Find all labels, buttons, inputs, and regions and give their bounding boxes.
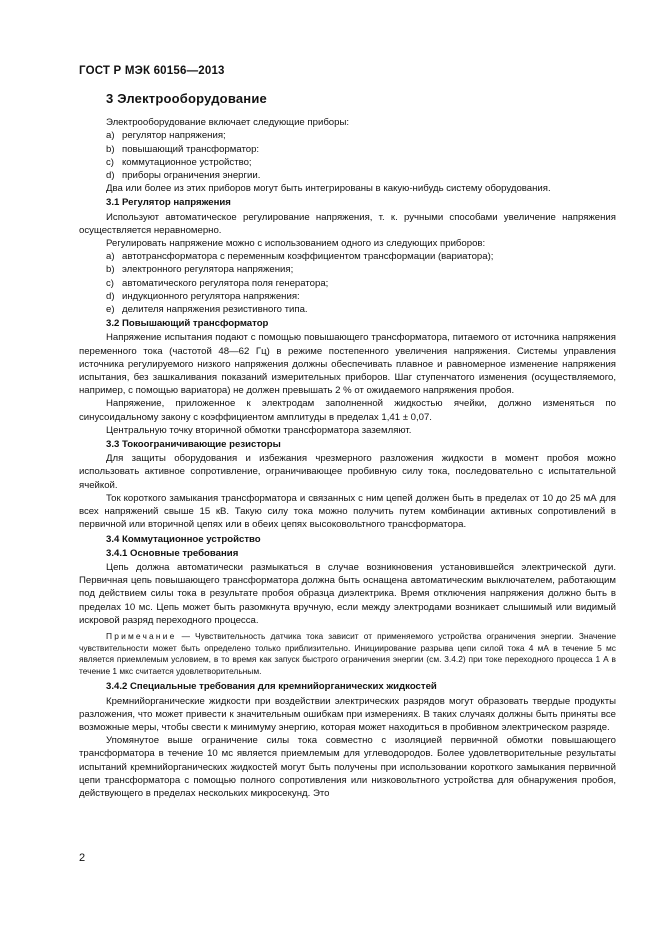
note-label: Примечание bbox=[106, 630, 177, 641]
paragraph: Центральную точку вторичной обмотки трансформатора заземляют. bbox=[106, 424, 412, 436]
list-item bbox=[106, 169, 616, 182]
list-text: автоматического регулятора поля генератора; bbox=[122, 277, 329, 289]
list-marker: a) bbox=[106, 251, 115, 263]
list-text: автотрансформатора с переменным коэффициентом трансформации (вариатора); bbox=[122, 251, 494, 263]
document-header: ГОСТ Р МЭК 60156—2013 bbox=[79, 65, 225, 77]
list-item bbox=[106, 250, 616, 263]
list-item bbox=[106, 156, 616, 169]
list-marker: d) bbox=[106, 290, 115, 302]
list-item bbox=[106, 263, 616, 276]
section-3-4-2-title: 3.4.2 Специальные требования для кремнийорганических жидкостей bbox=[106, 681, 437, 693]
paragraph: Кремнийорганические жидкости при воздействии электрических разрядов могут образовать твердые продукты разложения, что может привести к значительным ошибкам при измерениях. В таких случаях должны быть приняты все возможные меры, чтобы свести к минимуму энергию, которая может находиться в пробивном электрическом разряде. bbox=[79, 695, 616, 733]
list-text: делителя напряжения резистивного типа. bbox=[122, 304, 308, 316]
list-marker: c) bbox=[106, 277, 114, 289]
section-3-4-1-title: 3.4.1 Основные требования bbox=[106, 547, 239, 559]
list-marker: a) bbox=[106, 130, 115, 142]
section-3-3-title: 3.3 Токоограничивающие резисторы bbox=[106, 439, 281, 451]
section-3-title: 3 Электрооборудование bbox=[106, 91, 267, 106]
list-text: регулятор напряжения; bbox=[122, 130, 226, 142]
note bbox=[79, 631, 616, 677]
list-marker: c) bbox=[106, 156, 114, 168]
list-marker: d) bbox=[106, 170, 115, 182]
list-text: индукционного регулятора напряжения: bbox=[122, 290, 300, 302]
list-item bbox=[106, 290, 616, 303]
list-item bbox=[106, 143, 616, 156]
section-3-outro: Два или более из этих приборов могут быть интегрированы в какую-нибудь систему оборудования. bbox=[106, 183, 551, 195]
list-marker: e) bbox=[106, 304, 115, 316]
paragraph: Упомянутое выше ограничение силы тока совместно с изоляцией первичной обмотки повышающего трансформатора в течение 10 мс является приемлемым для углеводородов. Более удовлетворительные результаты испытаний кремнийорганических жидкостей могут быть получены при использовании короткого замыкания первичной цепи трансформатора с помощью полного сопротивления или низковольтного устройства для обнаружения пробоя, действующего в пределах нескольких микросекунд. Это bbox=[79, 735, 616, 799]
list-text: приборы ограничения энергии. bbox=[122, 170, 261, 182]
list-marker: b) bbox=[106, 143, 115, 155]
document-body bbox=[79, 92, 616, 800]
section-3-1-title: 3.1 Регулятор напряжения bbox=[106, 197, 231, 209]
section-3-4-title: 3.4 Коммутационное устройство bbox=[106, 533, 261, 545]
list-text: электронного регулятора напряжения; bbox=[122, 264, 294, 276]
list-item bbox=[106, 129, 616, 142]
paragraph: Напряжение испытания подают с помощью повышающего трансформатора, питаемого от источника напряжения переменного тока (частотой 48—62 Гц) в режиме постепенного увеличения напряжения. Системы управления источника регулируемого низкого напряжения должны обеспечивать плавное и равномерное изменение напряжения испытания, без зашкаливания показаний измерительных приборов. Шаг ступенчатого изменения (осуществляемого, например, с помощью вариатора) не должен превышать 2 % от ожидаемого напряжения пробоя. bbox=[79, 332, 616, 397]
page-number: 2 bbox=[79, 852, 86, 864]
paragraph: Регулировать напряжение можно с использованием одного из следующих приборов: bbox=[106, 238, 486, 250]
note-text: — Чувствительность датчика тока зависит от применяемого устройства ограничения энергии. Значение чувствительности может быть определено только приблизительно. Инициирование разрыва цепи силой тока 4 мА в течение 5 мс является приемлемым условием, в то время как запуск быстрого ограничения энергии (см. 3.4.2) при токе переходного процесса 1 А в течение 1 мкс считается удовлетворительным. bbox=[79, 630, 616, 676]
paragraph: Ток короткого замыкания трансформатора и связанных с ним цепей должен быть в пределах от 10 до 25 мА для всех напряжений свыше 15 кВ. Такую силу тока можно получить путем комбинации активных сопротивлений в первичной или вторичной цепях или в обеих цепях высоковольтного трансформатора. bbox=[79, 492, 616, 531]
list-item bbox=[106, 303, 616, 316]
paragraph: Используют автоматическое регулирование напряжения, т. к. ручными способами увеличение напряжения осуществляется неравномерно. bbox=[79, 211, 616, 236]
section-3-intro: Электрооборудование включает следующие приборы: bbox=[106, 117, 350, 129]
list-item bbox=[106, 277, 616, 290]
list-text: повышающий трансформатор: bbox=[122, 143, 260, 155]
list-text: коммутационное устройство; bbox=[122, 156, 252, 168]
paragraph: Цепь должна автоматически размыкаться в случае возникновения установившейся электрической дуги. Первичная цепь повышающего трансформатора должна быть оснащена автоматическим выключателем, работающим под действием силы тока в результате пробоя образца диэлектрика. Время отключения напряжения должно быть в пределах 10 мс. Цепь может быть разомкнута вручную, если между электродами возникает слышимый или видимый искровой разряд переходного процесса. bbox=[79, 561, 616, 626]
section-3-2-title: 3.2 Повышающий трансформатор bbox=[106, 318, 269, 330]
paragraph: Для защиты оборудования и избежания чрезмерного разложения жидкости в момент пробоя можно использовать активное сопротивление, ограничивающее пробивную силу тока, последовательно с испытательной ячейкой. bbox=[79, 453, 616, 491]
list-marker: b) bbox=[106, 264, 115, 276]
paragraph: Напряжение, приложенное к электродам заполненной жидкостью ячейки, должно изменяться по синусоидальному закону с коэффициентом амплитуды в пределах 1,41 ± 0,07. bbox=[79, 398, 616, 423]
